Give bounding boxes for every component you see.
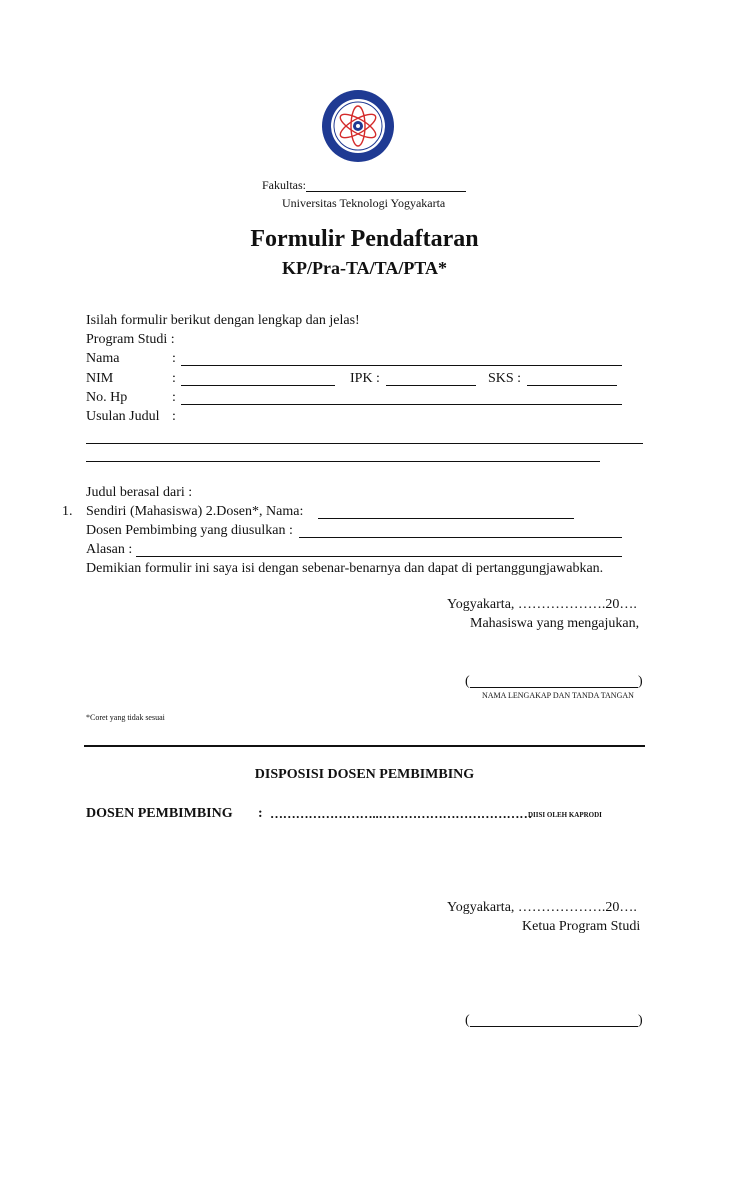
nohp-field-line	[181, 404, 622, 405]
student-date-line: Yogyakarta, ……………….20….	[447, 597, 637, 612]
disposition-heading: DISPOSISI DOSEN PEMBIMBING	[254, 767, 475, 782]
kaprodi-signature-line	[470, 1026, 638, 1027]
usulan-judul-line-2	[86, 461, 600, 462]
fakultas-field-line	[306, 191, 466, 192]
dosen-nama-field-line	[318, 518, 574, 519]
dosen-pembimbing-label: DOSEN PEMBIMBING	[86, 806, 233, 821]
statement-text: Demikian formulir ini saya isi dengan sebenar-benarnya dan dapat di pertanggungjawabkan.	[86, 561, 604, 576]
program-studi-label: Program Studi :	[86, 332, 175, 347]
alasan-field-line	[136, 556, 622, 557]
nama-field-line	[181, 365, 622, 366]
student-role: Mahasiswa yang mengajukan,	[470, 616, 640, 631]
form-subtitle: KP/Pra-TA/TA/PTA*	[282, 258, 447, 278]
kaprodi-role: Ketua Program Studi	[522, 919, 641, 934]
fakultas-label: Fakultas:	[262, 178, 306, 192]
usulan-judul-line-1	[86, 443, 643, 444]
nim-colon: :	[172, 371, 176, 386]
item-number: 1.	[62, 504, 73, 519]
usulan-judul-colon: :	[172, 409, 176, 424]
university-name: Universitas Teknologi Yogyakarta	[282, 196, 446, 210]
dosen-pembimbing-dots: ……………………..………………………………	[270, 806, 533, 821]
dosen-diusulkan-field-line	[299, 537, 622, 538]
judul-options: Sendiri (Mahasiswa) 2.Dosen*, Nama:	[86, 504, 304, 519]
dosen-diusulkan-label: Dosen Pembimbing yang diusulkan :	[86, 523, 293, 538]
nohp-label: No. Hp	[86, 390, 128, 405]
signature-caption: NAMA LENGAKAP DAN TANDA TANGAN	[482, 691, 634, 700]
kaprodi-paren-close: )	[638, 1013, 643, 1028]
usulan-judul-label: Usulan Judul	[86, 409, 160, 424]
kaprodi-paren-open: (	[465, 1013, 470, 1028]
ipk-field-line	[386, 385, 476, 386]
university-logo	[320, 88, 396, 164]
form-title: Formulir Pendaftaran	[250, 226, 479, 252]
ipk-label: IPK :	[350, 371, 380, 386]
nama-colon: :	[172, 351, 176, 366]
student-paren-open: (	[465, 674, 470, 689]
judul-berasal-label: Judul berasal dari :	[86, 485, 193, 500]
alasan-label: Alasan :	[86, 542, 133, 557]
form-intro: Isilah formulir berikut dengan lengkap dan jelas!	[86, 313, 360, 328]
diisi-kaprodi-note: DIISI OLEH KAPRODI	[528, 811, 602, 819]
nama-label: Nama	[86, 351, 120, 366]
dosen-pembimbing-colon: :	[258, 806, 263, 821]
footnote: *Coret yang tidak sesuai	[86, 713, 165, 722]
student-paren-close: )	[638, 674, 643, 689]
student-signature-line	[470, 687, 638, 688]
nohp-colon: :	[172, 390, 176, 405]
nim-label: NIM	[86, 371, 114, 386]
section-divider	[84, 745, 645, 747]
sks-label: SKS :	[488, 371, 522, 386]
kaprodi-date-line: Yogyakarta, ……………….20….	[447, 900, 637, 915]
nim-field-line	[181, 385, 335, 386]
sks-field-line	[527, 385, 617, 386]
